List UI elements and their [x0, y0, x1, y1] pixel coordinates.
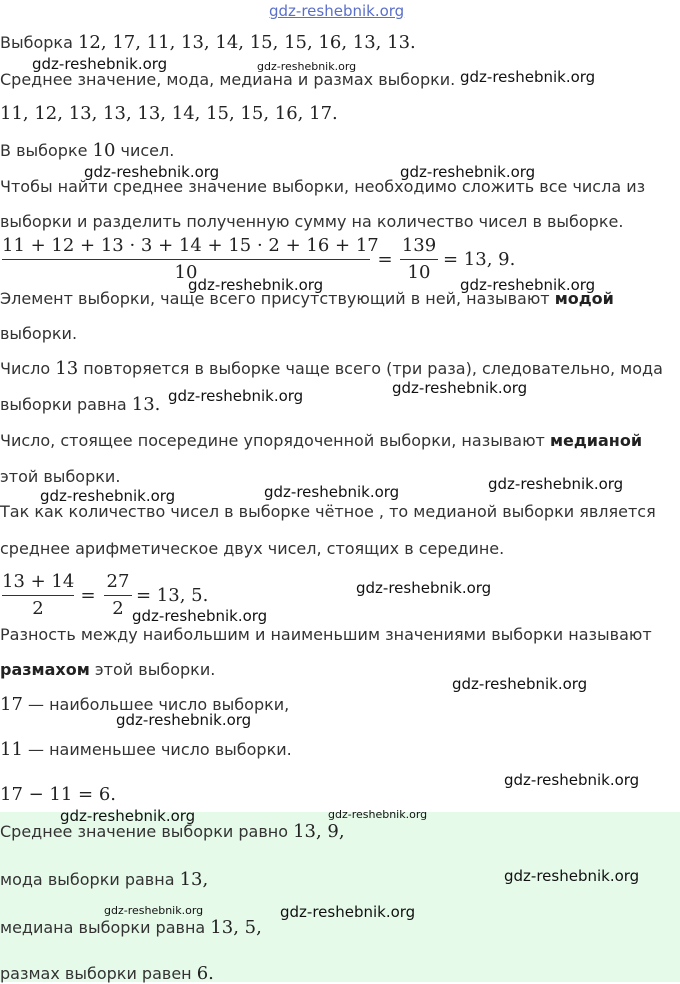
mode-definition — [0, 289, 614, 309]
range-definition-end — [0, 660, 215, 680]
count-text-b: чисел. — [115, 141, 175, 160]
max-text: — наибольшее число выборки, — [22, 695, 290, 714]
sample-line — [0, 33, 416, 53]
watermark: gdz-reshebnik.org — [392, 379, 528, 397]
answer-mode — [0, 870, 208, 890]
answer-mode-text: мода выборки равна — [0, 870, 180, 889]
median-equals: = — [80, 585, 96, 606]
median-sum-denominator: 2 — [112, 598, 124, 619]
watermark: gdz-reshebnik.org — [264, 483, 400, 501]
sample-label: Выборка — [0, 33, 78, 52]
watermark-small: gdz-reshebnik.org — [328, 808, 428, 821]
count-line — [0, 141, 174, 161]
median-sum-bar — [104, 595, 132, 596]
watermark-small: gdz-reshebnik.org — [257, 60, 357, 73]
watermark: gdz-reshebnik.org — [132, 607, 268, 625]
watermark: gdz-reshebnik.org — [40, 487, 176, 505]
range-definition: Разность между наибольшим и наименьшим значениями выборки называют — [0, 625, 652, 644]
range-calc: 17 − 11 = 6. — [0, 784, 117, 805]
watermark-top-link[interactable]: gdz-reshebnik.org — [269, 2, 405, 20]
mean-explain-1: Чтобы найти среднее значение выборки, необходимо сложить все числа из — [0, 177, 646, 196]
min-value: 11 — [0, 739, 23, 760]
median-explain-2: среднее арифметическое двух чисел, стоящих в середине. — [0, 539, 505, 558]
min-line — [0, 740, 292, 760]
answer-range — [0, 964, 214, 984]
task-line: Среднее значение, мода, медиана и размах выборки. — [0, 70, 456, 89]
watermark: gdz-reshebnik.org — [32, 55, 168, 73]
mean-formula-denominator: 10 — [174, 262, 198, 283]
answer-mean — [0, 822, 345, 842]
median-formula-numerator: 13 + 14 — [2, 571, 75, 592]
watermark: gdz-reshebnik.org — [84, 163, 220, 181]
answer-mean-value: 13, 9, — [293, 821, 345, 842]
watermark: gdz-reshebnik.org — [460, 68, 596, 86]
median-definition — [0, 431, 642, 451]
mode-term: модой — [554, 289, 614, 308]
mean-result: = 13, 9. — [443, 249, 516, 270]
watermark: gdz-reshebnik.org — [504, 867, 640, 885]
mode-number: 13 — [55, 358, 79, 379]
mode-definition-end: выборки. — [0, 324, 78, 343]
mode-explain — [0, 359, 663, 379]
count-value: 10 — [92, 140, 116, 161]
mode-explain-a: Число — [0, 359, 56, 378]
mean-sum-denominator: 10 — [407, 262, 431, 283]
mean-formula-numerator: 11 + 12 + 13 · 3 + 14 + 15 · 2 + 16 + 17 — [2, 235, 379, 256]
watermark: gdz-reshebnik.org — [188, 276, 324, 294]
mode-def-text: Элемент выборки, чаще всего присутствующий в ней, называют — [0, 289, 555, 308]
sample-values: 12, 17, 11, 13, 14, 15, 15, 16, 13, 13. — [77, 32, 416, 53]
mode-result-text: выборки равна — [0, 395, 132, 414]
mean-sum-bar — [400, 259, 438, 260]
median-result: = 13, 5. — [136, 585, 209, 606]
median-term: медианой — [549, 431, 643, 450]
watermark: gdz-reshebnik.org — [452, 675, 588, 693]
answer-range-text: размах выборки равен — [0, 964, 197, 983]
answer-median-value: 13, 5, — [210, 917, 262, 938]
answer-median-text: медиана выборки равна — [0, 918, 211, 937]
watermark: gdz-reshebnik.org — [280, 903, 416, 921]
mode-explain-b: повторяется в выборке чаще всего (три раза), следовательно, мода — [78, 359, 663, 378]
watermark: gdz-reshebnik.org — [400, 163, 536, 181]
watermark-small: gdz-reshebnik.org — [104, 904, 204, 917]
median-formula-denominator: 2 — [32, 598, 44, 619]
max-value: 17 — [0, 694, 23, 715]
range-def-text: этой выборки. — [89, 660, 216, 679]
watermark: gdz-reshebnik.org — [504, 771, 640, 789]
mean-fraction-bar — [2, 259, 370, 260]
mean-sum-numerator: 139 — [401, 235, 437, 256]
watermark: gdz-reshebnik.org — [116, 711, 252, 729]
range-term: размахом — [0, 660, 90, 679]
mode-result — [0, 395, 160, 415]
mode-result-value: 13. — [131, 394, 161, 415]
watermark: gdz-reshebnik.org — [488, 475, 624, 493]
sorted-sample: 11, 12, 13, 13, 13, 14, 15, 15, 16, 17. — [0, 103, 338, 124]
answer-mean-text: Среднее значение выборки равно — [0, 822, 294, 841]
median-explain-1: Так как количество чисел в выборке чётное , то медианой выборки является — [0, 502, 656, 521]
mean-equals: = — [377, 249, 393, 270]
watermark: gdz-reshebnik.org — [460, 276, 596, 294]
median-definition-end: этой выборки. — [0, 467, 121, 486]
mean-explain-2: выборки и разделить полученную сумму на количество чисел в выборке. — [0, 212, 624, 231]
median-def-text: Число, стоящее посередине упорядоченной выборки, называют — [0, 431, 550, 450]
count-text-a: В выборке — [0, 141, 93, 160]
watermark: gdz-reshebnik.org — [60, 807, 196, 825]
median-sum-numerator: 27 — [106, 571, 130, 592]
watermark: gdz-reshebnik.org — [356, 579, 492, 597]
answer-median — [0, 918, 262, 938]
median-fraction-bar — [2, 595, 74, 596]
min-text: — наименьшее число выборки. — [22, 740, 292, 759]
answer-mode-value: 13, — [179, 869, 209, 890]
answer-range-value: 6. — [196, 963, 214, 984]
watermark: gdz-reshebnik.org — [168, 387, 304, 405]
